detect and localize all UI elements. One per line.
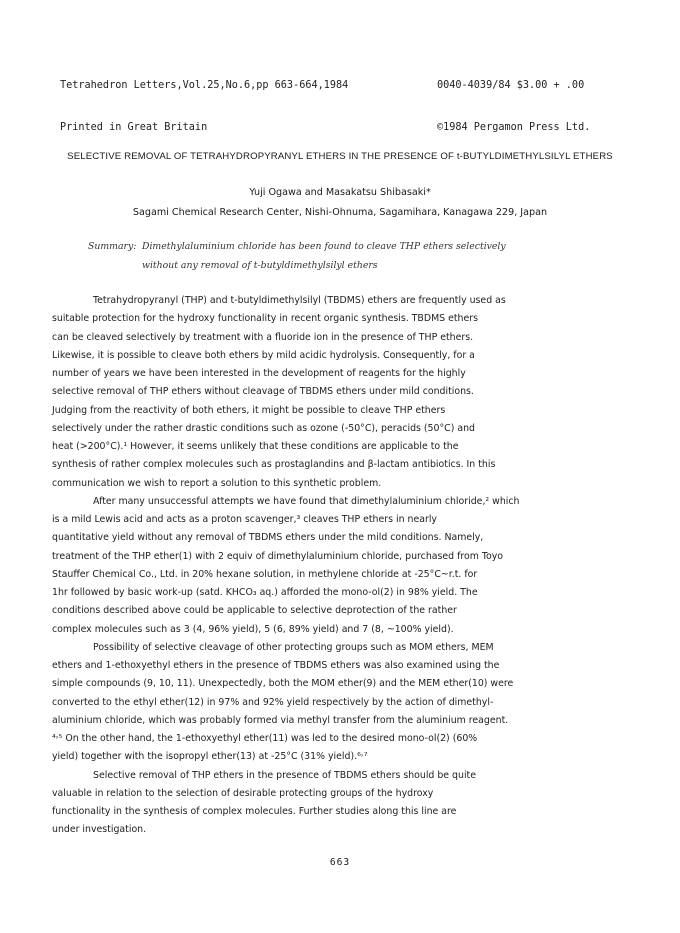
body-line: treatment of the THP ether(1) with 2 equiv of dimethylaluminium chloride, purchased from Toyo [52,550,504,562]
header-left [60,51,348,163]
body-line: valuable in relation to the selection of desirable protecting groups of the hydroxy [52,787,434,799]
body-line: converted to the ethyl ether(12) in 97% and 92% yield respectively by the action of dimethyl- [52,696,494,708]
summary-label: Summary: [88,241,137,252]
printed-in: Printed in Great Britain [60,122,208,133]
body-line: conditions described above could be applicable to selective deprotection of the rather [52,605,457,617]
body-line: can be cleaved selectively by treatment with a fluoride ion in the presence of THP ethers. [52,331,474,343]
journal-citation: Tetrahedron Letters,Vol.25,No.6,pp 663-664,1984 [60,80,349,91]
body-line: After many unsuccessful attempts we have found that dimethylaluminium chloride,² which [93,495,520,507]
body-line: Possibility of selective cleavage of other protecting groups such as MOM ethers, MEM [93,641,494,653]
body-line: Likewise, it is possible to cleave both ethers by mild acidic hydrolysis. Consequently, for a [52,349,475,361]
body-line: number of years we have been interested in the development of reagents for the highly [52,368,466,379]
body-line: is a mild Lewis acid and acts as a proton scavenger,³ cleaves THP ethers in nearly [52,514,437,525]
article-authors: Yuji Ogawa and Masakatsu Shibasaki* [249,187,431,198]
page-number: 663 [329,857,351,868]
body-line: 1hr followed by basic work-up (satd. KHCO₃ aq.) afforded the mono-ol(2) in 98% yield. The [52,587,478,598]
body-line: under investigation. [52,824,147,836]
body-line: Tetrahydropyranyl (THP) and t-butyldimethylsilyl (TBDMS) ethers are frequently used as [93,295,506,306]
summary-block [88,237,648,275]
body-line: selective removal of THP ethers without cleavage of TBDMS ethers under mild conditions. [52,386,474,398]
body-line: communication we wish to report a solution to this synthetic problem. [52,477,382,489]
body-line: functionality in the synthesis of complex molecules. Further studies along this line are [52,806,457,817]
author-affiliation: Sagami Chemical Research Center, Nishi-Ohnuma, Sagamihara, Kanagawa 229, Japan [132,207,548,218]
header-right [437,51,590,163]
body-line: quantitative yield without any removal of TBDMS ethers under the mild conditions. Namely, [52,532,484,544]
body-line: simple compounds (9, 10, 11). Unexpectedly, both the MOM ether(9) and the MEM ether(10) were [52,678,514,690]
body-line: Stauffer Chemical Co., Ltd. in 20% hexane solution, in methylene chloride at -25°C~r.t. for [52,568,478,580]
body-line: Judging from the reactivity of both ethers, it might be possible to cleave THP ethers [52,404,446,416]
body-line: Selective removal of THP ethers in the presence of TBDMS ethers should be quite [93,769,477,781]
body-line: yield) together with the isopropyl ether(13) at -25°C (31% yield).⁶˒⁷ [52,751,368,763]
summary-line-2: without any removal of t-butyldimethylsilyl ethers [142,260,378,271]
issn-price: 0040-4039/84 $3.00 + .00 [437,80,585,91]
body-line: ⁴˒⁵ On the other hand, the 1-ethoxyethyl ether(11) was led to the desired mono-ol(2) (60% [52,733,478,744]
copyright-notice: ©1984 Pergamon Press Ltd. [437,122,591,133]
body-line: heat (>200°C).¹ However, it seems unlikely that these conditions are applicable to the [52,441,459,452]
body-line: complex molecules such as 3 (4, 96% yield), 5 (6, 89% yield) and 7 (8, ~100% yield). [52,623,454,635]
body-line: ethers and 1-ethoxyethyl ethers in the presence of TBDMS ethers was also examined using the [52,660,500,671]
summary-line-1: Dimethylaluminium chloride has been found to cleave THP ethers selectively [142,241,506,252]
body-line: selectively under the rather drastic conditions such as ozone (-50°C), peracids (50°C) and [52,422,475,434]
body-line: suitable protection for the hydroxy functionality in recent organic synthesis. TBDMS ethers [52,313,478,325]
article-title: SELECTIVE REMOVAL OF TETRAHYDROPYRANYL ETHERS IN THE PRESENCE OF t-BUTYLDIMETHYLSILYL ETHERS [67,151,613,162]
body-line: synthesis of rather complex molecules such as prostaglandins and β-lactam antibiotics. In this [52,459,496,471]
body-line: aluminium chloride, which was probably formed via methyl transfer from the aluminium reagent. [52,714,509,726]
body-text [52,292,632,840]
